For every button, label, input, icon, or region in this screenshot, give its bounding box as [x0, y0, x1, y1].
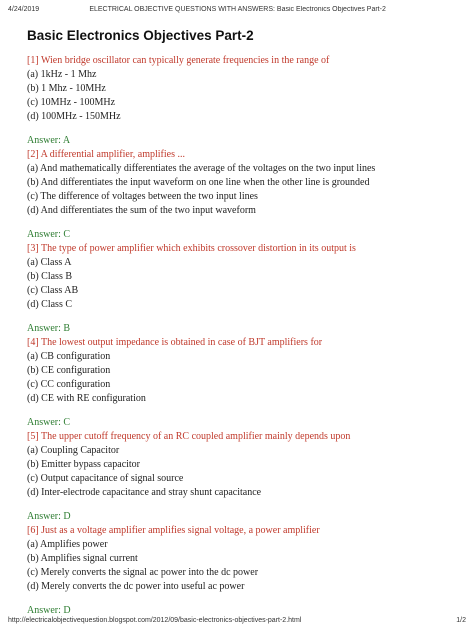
document-content [27, 28, 456, 618]
answer-text: Answer: C [27, 229, 71, 240]
page-header-title: ELECTRICAL OBJECTIVE QUESTIONS WITH ANSWERS: Basic Electronics Objectives Part-2 [89, 6, 386, 13]
option-b: (b) Emitter bypass capacitor [27, 459, 141, 470]
option-c: (c) Class AB [27, 285, 79, 296]
option-a: (a) Class A [27, 257, 72, 268]
document-title: Basic Electronics Objectives Part-2 [27, 28, 254, 43]
option-d: (d) Merely converts the dc power into useful ac power [27, 581, 245, 592]
option-d: (d) And differentiates the sum of the two input waveform [27, 205, 256, 216]
answer-text: Answer: D [27, 605, 71, 616]
option-c: (c) 10MHz - 100MHz [27, 97, 116, 108]
answer-text: Answer: D [27, 511, 71, 522]
question-text: [4] The lowest output impedance is obtained in case of BJT amplifiers for [27, 337, 323, 348]
page-number: 1/2 [456, 617, 466, 624]
source-url[interactable]: http://electricalobjectivequestion.blogspot.com/2012/09/basic-electronics-objectives-part-2.html [8, 617, 302, 624]
page-header [8, 6, 466, 13]
page-footer [8, 617, 466, 624]
option-d: (d) Class C [27, 299, 72, 310]
question-block-1 [27, 54, 456, 148]
question-block-2 [27, 148, 456, 242]
option-a: (a) And mathematically differentiates the average of the voltages on the two input lines [27, 163, 376, 174]
question-block-3 [27, 242, 456, 336]
option-a: (a) Coupling Capacitor [27, 445, 120, 456]
answer-text: Answer: B [27, 323, 71, 334]
option-a: (a) CB configuration [27, 351, 111, 362]
option-c: (c) CC configuration [27, 379, 111, 390]
question-text: [6] Just as a voltage amplifier amplifies signal voltage, a power amplifier [27, 525, 320, 536]
option-a: (a) 1kHz - 1 Mhz [27, 69, 97, 80]
option-b: (b) Class B [27, 271, 72, 282]
question-block-5 [27, 430, 456, 524]
question-text: [3] The type of power amplifier which exhibits crossover distortion in its output is [27, 243, 356, 254]
option-d: (d) Inter-electrode capacitance and stray shunt capacitance [27, 487, 262, 498]
option-b: (b) And differentiates the input waveform on one line when the other line is grounded [27, 177, 370, 188]
option-c: (c) Merely converts the signal ac power into the dc power [27, 567, 259, 578]
option-d: (d) CE with RE configuration [27, 393, 146, 404]
question-block-6 [27, 524, 456, 618]
question-text: [5] The upper cutoff frequency of an RC coupled amplifier mainly depends upon [27, 431, 351, 442]
question-text: [1] Wien bridge oscillator can typically generate frequencies in the range of [27, 55, 330, 66]
answer-text: Answer: A [27, 135, 71, 146]
option-c: (c) Output capacitance of signal source [27, 473, 184, 484]
option-d: (d) 100MHz - 150MHz [27, 111, 121, 122]
option-b: (b) 1 Mhz - 10MHz [27, 83, 106, 94]
option-a: (a) Amplifies power [27, 539, 108, 550]
answer-text: Answer: C [27, 417, 71, 428]
option-b: (b) Amplifies signal current [27, 553, 138, 564]
option-b: (b) CE configuration [27, 365, 111, 376]
option-c: (c) The difference of voltages between the two input lines [27, 191, 258, 202]
print-date: 4/24/2019 [8, 6, 40, 13]
question-text: [2] A differential amplifier, amplifies ... [27, 149, 185, 160]
question-block-4 [27, 336, 456, 430]
